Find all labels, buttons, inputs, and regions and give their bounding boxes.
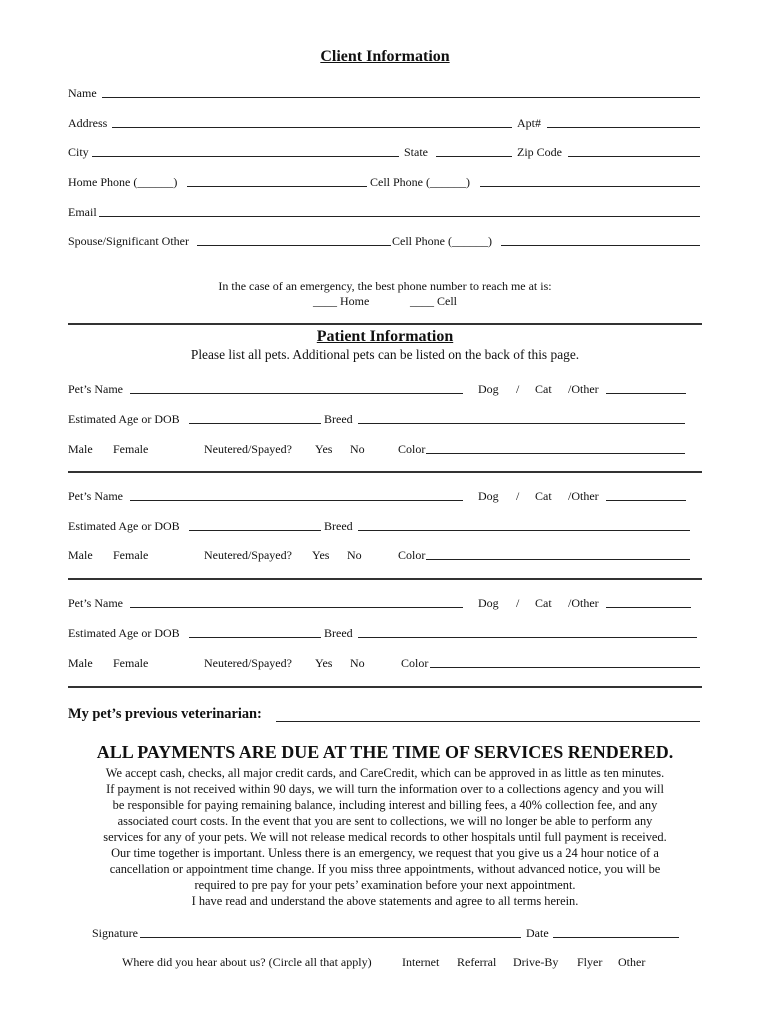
pet1-female-option[interactable]: Female — [113, 442, 149, 456]
referral-option-other[interactable]: Other — [618, 955, 646, 969]
pet2-dog-option[interactable]: Dog — [478, 489, 499, 503]
home-phone-label: Home Phone (______) — [68, 175, 178, 189]
city-label: City — [68, 145, 89, 159]
pet3-color-label: Color — [401, 656, 429, 670]
signature-field[interactable] — [140, 937, 521, 938]
pet3-age-field[interactable] — [189, 637, 321, 638]
address-label: Address — [68, 116, 108, 130]
pet3-age-label: Estimated Age or DOB — [68, 626, 180, 640]
pet2-breed-field[interactable] — [358, 530, 690, 531]
pet1-breed-field[interactable] — [358, 423, 685, 424]
payments-line: cancellation or appointment time change. If you miss three appointments, without advanced notice, you will be — [109, 862, 661, 876]
payments-line: Our time together is important. Unless there is an emergency, we request that you give us a 24 hour notice of a — [111, 846, 659, 860]
pet2-color-field[interactable] — [426, 559, 690, 560]
pet3-cat-option[interactable]: Cat — [535, 596, 552, 610]
pet3-slash: / — [516, 596, 520, 610]
pet2-no-option[interactable]: No — [347, 548, 362, 562]
referral-option-flyer[interactable]: Flyer — [577, 955, 603, 969]
pet1-age-label: Estimated Age or DOB — [68, 412, 180, 426]
pet2-female-option[interactable]: Female — [113, 548, 149, 562]
payments-title: ALL PAYMENTS ARE DUE AT THE TIME OF SERVICES RENDERED. — [96, 742, 674, 762]
pet2-neutered-label: Neutered/Spayed? — [204, 548, 292, 562]
pet2-color-label: Color — [398, 548, 426, 562]
previous-vet-field[interactable] — [276, 721, 700, 722]
pet2-yes-option[interactable]: Yes — [312, 548, 330, 562]
payments-line: be responsible for paying remaining balance, including interest and billing fees, a 40% collection fee, and any — [112, 798, 658, 812]
pet-divider — [68, 686, 702, 688]
patient-subtitle: Please list all pets. Additional pets can be listed on the back of this page. — [190, 347, 580, 362]
email-label: Email — [68, 205, 97, 219]
payments-line: I have read and understand the above statements and agree to all terms herein. — [191, 894, 579, 908]
pet3-name-label: Pet’s Name — [68, 596, 123, 610]
pet1-slash: / — [516, 382, 520, 396]
section-divider — [68, 323, 702, 325]
patient-information-title — [0, 328, 770, 346]
pet3-other-label[interactable]: /Other — [568, 596, 599, 610]
pet1-male-option[interactable]: Male — [68, 442, 93, 456]
state-label: State — [404, 145, 428, 159]
payments-line: services for any of your pets. We will not release medical records to other hospitals until full payment is received. — [103, 830, 667, 844]
client-information-title-text: Client Information — [320, 48, 450, 65]
spouse-cell-phone-field[interactable] — [501, 245, 700, 246]
pet3-neutered-label: Neutered/Spayed? — [204, 656, 292, 670]
pet2-breed-label: Breed — [324, 519, 353, 533]
address-field[interactable] — [112, 127, 512, 128]
pet3-female-option[interactable]: Female — [113, 656, 149, 670]
referral-option-internet[interactable]: Internet — [402, 955, 440, 969]
pet3-male-option[interactable]: Male — [68, 656, 93, 670]
client-information-title — [0, 48, 770, 66]
emergency-cell-option[interactable]: ____ Cell — [410, 294, 457, 308]
date-field[interactable] — [553, 937, 679, 938]
pet2-other-field[interactable] — [606, 500, 686, 501]
pet2-slash: / — [516, 489, 520, 503]
pet1-age-field[interactable] — [189, 423, 321, 424]
email-field[interactable] — [99, 216, 700, 217]
pet-divider — [68, 471, 702, 473]
zip-field[interactable] — [568, 156, 700, 157]
pet1-color-field[interactable] — [426, 453, 685, 454]
payments-line: We accept cash, checks, all major credit cards, and CareCredit, which can be approved in as little as ten minutes. — [105, 766, 665, 780]
spouse-field[interactable] — [197, 245, 391, 246]
name-label: Name — [68, 86, 97, 100]
date-label: Date — [526, 926, 549, 940]
pet1-name-field[interactable] — [130, 393, 463, 394]
payments-policy — [0, 765, 770, 909]
pet1-neutered-label: Neutered/Spayed? — [204, 442, 292, 456]
payments-line: If payment is not received within 90 days, we will turn the information over to a collections agency and you will — [106, 782, 664, 796]
pet1-no-option[interactable]: No — [350, 442, 365, 456]
payments-line: required to pre pay for your pets’ examination before your next appointment. — [194, 878, 576, 892]
signature-label: Signature — [92, 926, 138, 940]
pet1-dog-option[interactable]: Dog — [478, 382, 499, 396]
pet1-other-field[interactable] — [606, 393, 686, 394]
spouse-cell-phone-label: Cell Phone (______) — [392, 234, 492, 248]
pet3-name-field[interactable] — [130, 607, 463, 608]
pet-divider — [68, 578, 702, 580]
pet1-color-label: Color — [398, 442, 426, 456]
pet2-age-label: Estimated Age or DOB — [68, 519, 180, 533]
pet3-breed-field[interactable] — [358, 637, 697, 638]
referral-question: Where did you hear about us? (Circle all that apply) — [122, 955, 372, 969]
pet3-no-option[interactable]: No — [350, 656, 365, 670]
pet3-color-field[interactable] — [430, 667, 700, 668]
state-field[interactable] — [436, 156, 512, 157]
pet1-yes-option[interactable]: Yes — [315, 442, 333, 456]
pet3-other-field[interactable] — [606, 607, 691, 608]
apt-label: Apt# — [517, 116, 541, 130]
apt-field[interactable] — [547, 127, 700, 128]
cell-phone-field[interactable] — [480, 186, 700, 187]
name-field[interactable] — [102, 97, 700, 98]
emergency-home-option[interactable]: ____ Home — [313, 294, 370, 308]
pet1-name-label: Pet’s Name — [68, 382, 123, 396]
referral-option-drive-by[interactable]: Drive-By — [513, 955, 559, 969]
pet2-other-label[interactable]: /Other — [568, 489, 599, 503]
patient-information-title-text: Patient Information — [316, 328, 454, 345]
pet3-yes-option[interactable]: Yes — [315, 656, 333, 670]
pet2-male-option[interactable]: Male — [68, 548, 93, 562]
home-phone-field[interactable] — [187, 186, 367, 187]
pet3-dog-option[interactable]: Dog — [478, 596, 499, 610]
pet1-cat-option[interactable]: Cat — [535, 382, 552, 396]
spouse-label: Spouse/Significant Other — [68, 234, 189, 248]
previous-vet-label: My pet’s previous veterinarian: — [68, 706, 262, 722]
pet1-other-label[interactable]: /Other — [568, 382, 599, 396]
pet1-breed-label: Breed — [324, 412, 353, 426]
pet2-age-field[interactable] — [189, 530, 321, 531]
payments-line: associated court costs. In the event that you are sent to collections, we will no longer be able to perform any — [117, 814, 653, 828]
emergency-text: In the case of an emergency, the best phone number to reach me at is: — [218, 279, 552, 293]
pet3-breed-label: Breed — [324, 626, 353, 640]
pet2-name-label: Pet’s Name — [68, 489, 123, 503]
pet2-name-field[interactable] — [130, 500, 463, 501]
pet2-cat-option[interactable]: Cat — [535, 489, 552, 503]
zip-label: Zip Code — [517, 145, 562, 159]
cell-phone-label: Cell Phone (______) — [370, 175, 470, 189]
referral-option-referral[interactable]: Referral — [457, 955, 497, 969]
city-field[interactable] — [92, 156, 399, 157]
